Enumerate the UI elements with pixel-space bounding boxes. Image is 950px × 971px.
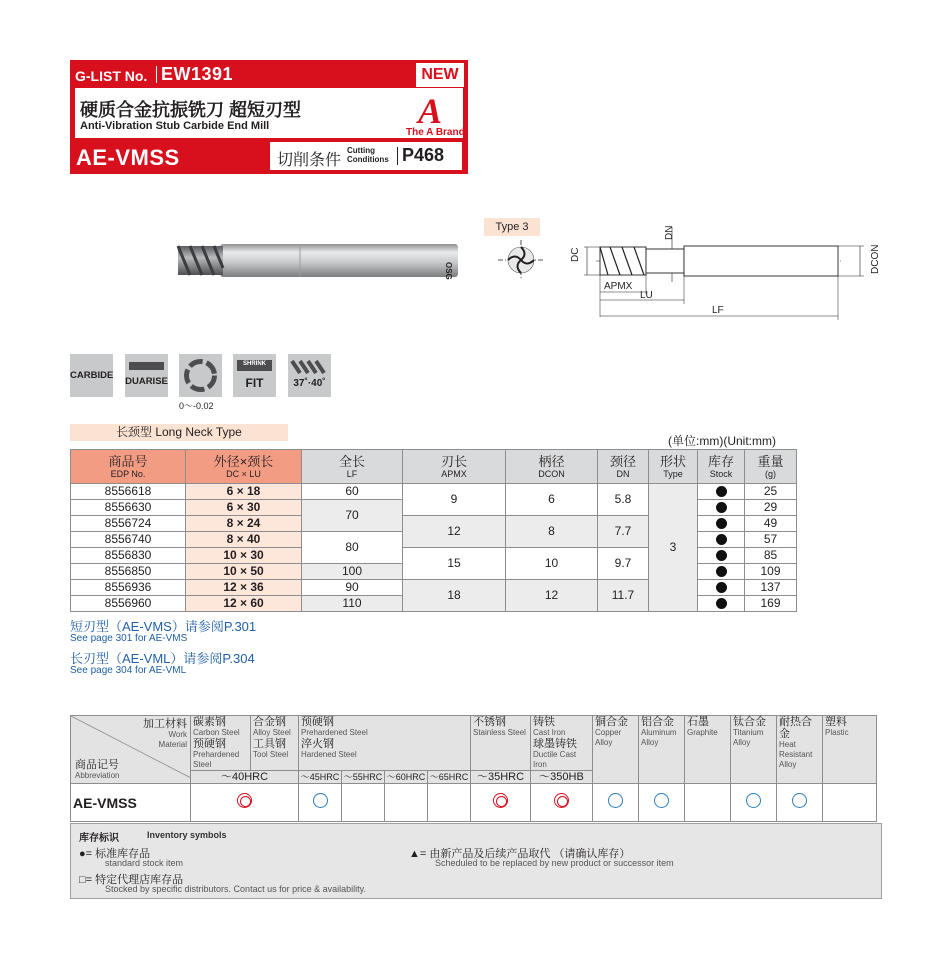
hb-350-label: 〜350HB xyxy=(531,771,593,784)
dn-cell: 9.7 xyxy=(598,548,649,580)
divider xyxy=(156,66,157,83)
col-header-edp: 商品号 EDP No. xyxy=(71,450,186,484)
dc-lu-cell: 8 × 24 xyxy=(186,516,302,532)
suitability-cell xyxy=(823,784,877,822)
duarise-coating-icon: DUARISE xyxy=(125,354,168,397)
row-label-en: Abbreviation xyxy=(75,771,120,780)
short-type-link-en[interactable]: See page 301 for AE-VMS xyxy=(70,633,188,644)
short-type-link[interactable]: 短刃型（AE-VMS）请参阅P.301 xyxy=(70,619,257,634)
edp-cell: 8556618 xyxy=(71,484,186,500)
col-copper: 铜合金 Copper Alloy xyxy=(593,716,639,784)
good-icon xyxy=(746,793,761,808)
runout-tolerance-label: 0〜-0.02 xyxy=(179,401,214,411)
suitability-cell xyxy=(731,784,777,822)
a-brand-logo: A xyxy=(418,91,443,131)
inventory-legend xyxy=(70,823,882,899)
suitability-cell xyxy=(385,784,428,822)
suitability-cell xyxy=(428,784,471,822)
type-label: Type 3 xyxy=(484,218,540,236)
edp-cell: 8556630 xyxy=(71,500,186,516)
dim-lf: LF xyxy=(712,305,724,316)
cutting-conditions-label-en: Cutting Conditions xyxy=(347,146,389,164)
col-titanium: 钛合金 Titanium Alloy xyxy=(731,716,777,784)
lf-cell: 100 xyxy=(302,564,403,580)
col-carbon-steel: 碳素钢 Carbon Steel 预硬钢 Prehardened Steel xyxy=(191,716,251,771)
product-title-cn: 硬质合金抗振铣刀 超短刃型 xyxy=(80,100,301,120)
dim-dn: DN xyxy=(664,225,675,240)
suitability-cell xyxy=(593,784,639,822)
col-stainless: 不锈钢 Stainless Steel xyxy=(471,716,531,771)
apmx-cell: 18 xyxy=(403,580,506,612)
dc-lu-cell: 10 × 50 xyxy=(186,564,302,580)
shrink-fit-icon: SHRINK FIT xyxy=(233,354,276,397)
edp-cell: 8556936 xyxy=(71,580,186,596)
stock-symbol xyxy=(716,566,727,577)
hrc-45-label: 〜45HRC xyxy=(299,771,342,784)
weight-cell: 109 xyxy=(745,564,797,580)
good-icon xyxy=(313,793,328,808)
dc-lu-cell: 12 × 60 xyxy=(186,596,302,612)
stock-symbol xyxy=(716,598,727,609)
stock-cell xyxy=(698,516,745,532)
col-header-dcon: 柄径 DCON xyxy=(506,450,598,484)
col-hardened-steel: 预硬钢 Prehardened Steel 淬火钢 Hardened Steel xyxy=(299,716,471,771)
apmx-cell: 15 xyxy=(403,548,506,580)
stock-symbol xyxy=(716,502,727,513)
type-cell: 3 xyxy=(649,484,698,612)
stock-cell xyxy=(698,580,745,596)
hrc-35-label: 〜35HRC xyxy=(471,771,531,784)
weight-cell: 49 xyxy=(745,516,797,532)
stock-symbol xyxy=(716,550,727,561)
carbide-icon: CARBIDE xyxy=(70,354,113,397)
col-header-apmx: 刃长 APMX xyxy=(403,450,506,484)
edp-cell: 8556850 xyxy=(71,564,186,580)
hrc-65-label: 〜65HRC xyxy=(428,771,471,784)
good-icon xyxy=(654,793,669,808)
dcon-cell: 6 xyxy=(506,484,598,516)
stock-cell xyxy=(698,532,745,548)
dcon-cell: 8 xyxy=(506,516,598,548)
dim-dc: DC xyxy=(570,247,581,262)
inventory-title-en: Inventory symbols xyxy=(147,830,227,840)
stock-symbol xyxy=(716,534,727,545)
dn-cell: 5.8 xyxy=(598,484,649,516)
col-graphite: 石墨 Graphite xyxy=(685,716,731,784)
col-header-dn: 颈径 DN xyxy=(598,450,649,484)
end-view-icon xyxy=(498,240,544,280)
col-header-dc-lu: 外径×颈长 DC × LU xyxy=(186,450,302,484)
dimension-drawing xyxy=(560,222,890,322)
weight-cell: 29 xyxy=(745,500,797,516)
weight-cell: 57 xyxy=(745,532,797,548)
apmx-cell: 9 xyxy=(403,484,506,516)
replaced-item-label: ▲= 由新产品及后续产品取代 （请确认库存） xyxy=(409,848,631,860)
corner-label-cn: 加工材料 xyxy=(143,718,187,730)
material-row-model: AE-VMSS xyxy=(71,784,191,822)
row-label-cn: 商品记号 xyxy=(75,759,119,771)
dim-lu: LU xyxy=(640,290,653,301)
material-corner-cell xyxy=(71,716,191,784)
col-heat-resistant: 耐热合金 Heat Resistant Alloy xyxy=(777,716,823,784)
stock-cell xyxy=(698,596,745,612)
stock-cell xyxy=(698,484,745,500)
excellent-icon xyxy=(554,793,569,808)
model-name: AE-VMSS xyxy=(76,145,180,170)
excellent-icon xyxy=(493,793,508,808)
runout-tolerance-icon xyxy=(179,354,222,397)
dn-cell: 7.7 xyxy=(598,516,649,548)
suitability-cell xyxy=(471,784,531,822)
material-suitability-row xyxy=(71,784,877,822)
suitability-cell xyxy=(639,784,685,822)
suitability-cell xyxy=(299,784,342,822)
suitability-cell xyxy=(531,784,593,822)
lf-cell: 60 xyxy=(302,484,403,500)
dc-lu-cell: 8 × 40 xyxy=(186,532,302,548)
lf-cell: 70 xyxy=(302,500,403,532)
lf-cell: 80 xyxy=(302,532,403,564)
new-badge: NEW xyxy=(416,63,464,87)
glist-label: G-LIST No. xyxy=(75,68,148,84)
product-title-en: Anti-Vibration Stub Carbide End Mill xyxy=(80,120,270,132)
stock-cell xyxy=(698,548,745,564)
standard-stock-label-en: standard stock item xyxy=(105,858,184,868)
col-header-stock: 库存 Stock xyxy=(698,450,745,484)
dcon-cell: 10 xyxy=(506,548,598,580)
col-cast-iron: 铸铁 Cast Iron 球墨铸铁 Ductile Cast Iron xyxy=(531,716,593,771)
tool-marking: OSG xyxy=(444,262,453,280)
glist-number: EW1391 xyxy=(161,64,234,84)
corner-label-en: Material xyxy=(158,740,187,749)
hrc-55-label: 〜55HRC xyxy=(342,771,385,784)
apmx-cell: 12 xyxy=(403,516,506,548)
col-header-lf: 全长 LF xyxy=(302,450,403,484)
stock-symbol xyxy=(716,582,727,593)
corner-label-en: Work xyxy=(168,730,187,739)
long-type-link-en[interactable]: See page 304 for AE-VML xyxy=(70,665,187,676)
col-aluminum: 铝合金 Aluminum Alloy xyxy=(639,716,685,784)
helix-lines-icon xyxy=(288,359,331,379)
col-header-type: 形状 Type xyxy=(649,450,698,484)
stock-symbol xyxy=(716,518,727,529)
excellent-icon xyxy=(237,793,252,808)
col-alloy-steel: 合金钢 Alloy Steel 工具钢 Tool Steel xyxy=(251,716,299,771)
table-row xyxy=(71,484,797,500)
edp-cell: 8556724 xyxy=(71,516,186,532)
lf-cell: 110 xyxy=(302,596,403,612)
hrc-60-label: 〜60HRC xyxy=(385,771,428,784)
end-mill-photo xyxy=(170,238,460,282)
spec-table xyxy=(70,449,797,612)
dc-lu-cell: 6 × 18 xyxy=(186,484,302,500)
dim-dcon: DCON xyxy=(870,244,881,274)
stock-cell xyxy=(698,500,745,516)
weight-cell: 169 xyxy=(745,596,797,612)
col-plastic: 塑料 Plastic xyxy=(823,716,877,784)
dc-lu-cell: 12 × 36 xyxy=(186,580,302,596)
dc-lu-cell: 6 × 30 xyxy=(186,500,302,516)
distributor-stock-label-en: Stocked by specific distributors. Contact us for price & availability. xyxy=(105,884,366,894)
good-icon xyxy=(792,793,807,808)
stock-cell xyxy=(698,564,745,580)
cutting-conditions-page[interactable]: P468 xyxy=(402,145,445,165)
weight-cell: 85 xyxy=(745,548,797,564)
dim-apmx: APMX xyxy=(604,281,633,292)
suitability-cell xyxy=(777,784,823,822)
unit-note: (单位:mm)(Unit:mm) xyxy=(668,434,776,448)
suitability-cell xyxy=(342,784,385,822)
dcon-cell: 12 xyxy=(506,580,598,612)
distributor-stock-label: □= 特定代理店库存品 xyxy=(79,874,184,886)
table-caption: 长颈型 Long Neck Type xyxy=(70,424,288,441)
col-header-weight: 重量 (g) xyxy=(745,450,797,484)
edp-cell: 8556740 xyxy=(71,532,186,548)
lf-cell: 90 xyxy=(302,580,403,596)
replaced-item-label-en: Scheduled to be replaced by new product or successor item xyxy=(435,858,674,868)
inventory-title-cn: 库存标识 xyxy=(79,833,119,844)
suitability-cell xyxy=(685,784,731,822)
a-brand-text: The A Brand xyxy=(406,127,465,138)
suitability-cell xyxy=(191,784,299,822)
stock-symbol xyxy=(716,486,727,497)
material-table xyxy=(70,715,877,822)
cutting-conditions-label-cn: 切削条件 xyxy=(277,152,342,169)
helix-angle-icon: 37˚·40˚ xyxy=(288,354,331,397)
hrc-40-label: 〜40HRC xyxy=(191,771,299,784)
weight-cell: 137 xyxy=(745,580,797,596)
edp-cell: 8556960 xyxy=(71,596,186,612)
divider xyxy=(397,147,398,165)
standard-stock-label: ●= 标准库存品 xyxy=(79,848,151,860)
good-icon xyxy=(608,793,623,808)
runout-circle-icon xyxy=(179,354,222,397)
dn-cell: 11.7 xyxy=(598,580,649,612)
weight-cell: 25 xyxy=(745,484,797,500)
dc-lu-cell: 10 × 30 xyxy=(186,548,302,564)
long-type-link[interactable]: 长刃型（AE-VML）请参阅P.304 xyxy=(70,651,255,666)
edp-cell: 8556830 xyxy=(71,548,186,564)
